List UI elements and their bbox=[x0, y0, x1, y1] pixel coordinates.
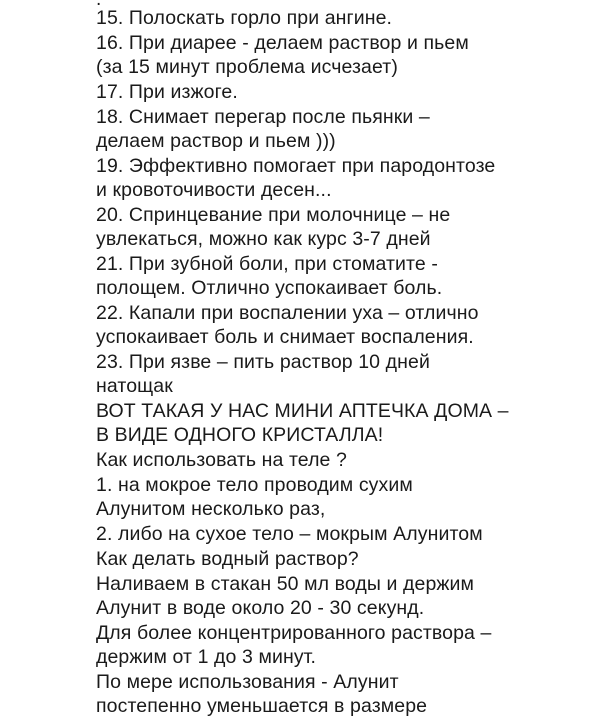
text-line: 18. Снимает перегар после пьянки – bbox=[96, 106, 430, 128]
paragraph-item-17 bbox=[96, 80, 596, 104]
paragraph-item-15 bbox=[96, 6, 596, 30]
text-line: полощем. Отлично успокаивает боль. bbox=[96, 277, 443, 299]
paragraph-item-23 bbox=[96, 350, 596, 398]
text-line: и кровоточивости десен... bbox=[96, 179, 332, 201]
caps-heading bbox=[96, 399, 596, 447]
text-line: 1. на мокрое тело проводим сухим bbox=[96, 474, 413, 496]
usage-note bbox=[96, 670, 596, 718]
text-line: 2. либо на сухое тело – мокрым Алунитом bbox=[96, 523, 483, 545]
text-line: В ВИДЕ ОДНОГО КРИСТАЛЛА! bbox=[96, 424, 384, 446]
text-line: 15. Полоскать горло при ангине. bbox=[96, 7, 393, 29]
text-line: 21. При зубной боли, при стоматите - bbox=[96, 253, 438, 275]
text-line: натощак bbox=[96, 375, 173, 397]
question-usage-on-body bbox=[96, 448, 596, 472]
question-water-solution bbox=[96, 547, 596, 571]
usage-step-1 bbox=[96, 473, 596, 521]
paragraph-item-22 bbox=[96, 301, 596, 349]
text-line: Алунит в воде около 20 - 30 секунд. bbox=[96, 597, 425, 619]
concentrated-solution-instruction bbox=[96, 621, 596, 669]
paragraph-item-20 bbox=[96, 203, 596, 251]
text-line: По мере использования - Алунит bbox=[96, 671, 399, 693]
text-line: Наливаем в стакан 50 мл воды и держим bbox=[96, 573, 475, 595]
solution-instruction bbox=[96, 572, 596, 620]
text-line: Как делать водный раствор? bbox=[96, 548, 359, 570]
document-body bbox=[96, 6, 596, 719]
text-line: (за 15 минут проблема исчезает) bbox=[96, 56, 398, 78]
text-line: Как использовать на теле ? bbox=[96, 449, 347, 471]
text-line: успокаивает боль и снимает воспаления. bbox=[96, 326, 474, 348]
text-line: 16. При диарее - делаем раствор и пьем bbox=[96, 32, 469, 54]
usage-step-2 bbox=[96, 522, 596, 546]
text-line: 23. При язве – пить раствор 10 дней bbox=[96, 351, 430, 373]
text-line: делаем раствор и пьем ))) bbox=[96, 130, 336, 152]
text-line: 17. При изжоге. bbox=[96, 81, 238, 103]
text-line: Для более концентрированного раствора – bbox=[96, 622, 492, 644]
text-line: 20. Спринцевание при молочнице – не bbox=[96, 204, 451, 226]
text-line: 22. Капали при воспалении уха – отлично bbox=[96, 302, 479, 324]
paragraph-item-18 bbox=[96, 105, 596, 153]
text-line: ВОТ ТАКАЯ У НАС МИНИ АПТЕЧКА ДОМА – bbox=[96, 400, 509, 422]
text-line: 19. Эффективно помогает при пародонтозе bbox=[96, 155, 496, 177]
paragraph-item-19 bbox=[96, 154, 596, 202]
text-line: Алунитом несколько раз, bbox=[96, 498, 326, 520]
text-line: увлекаться, можно как курс 3-7 дней bbox=[96, 228, 431, 250]
paragraph-item-21 bbox=[96, 252, 596, 300]
paragraph-item-16 bbox=[96, 31, 596, 79]
text-line: держим от 1 до 3 минут. bbox=[96, 646, 317, 668]
text-line: постепенно уменьшается в размере bbox=[96, 695, 428, 717]
